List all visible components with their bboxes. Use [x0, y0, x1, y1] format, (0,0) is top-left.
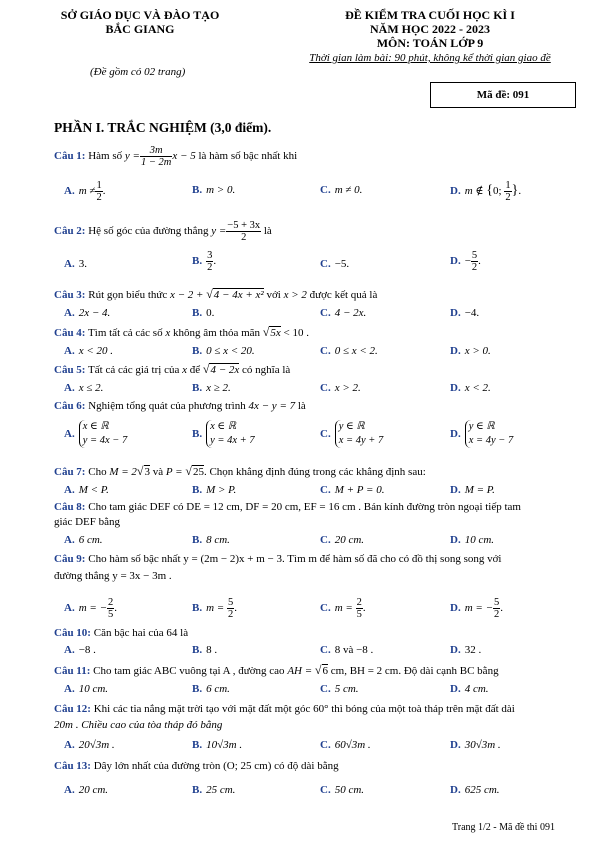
q4-option-d[interactable]: D. x > 0. — [450, 345, 491, 357]
question-8-cont: giác DEF bằng — [54, 516, 120, 528]
q10-option-a[interactable]: A. −8 . — [64, 644, 96, 656]
q2-option-b[interactable]: B. $\frac{3}{2}$ . — [192, 250, 217, 274]
q2-option-c[interactable]: C. −5. — [320, 258, 350, 270]
q3-option-d[interactable]: D. −4. — [450, 307, 480, 319]
question-9: Câu 9: Cho hàm số bậc nhất y = (2m − 2)x + m − 3. Tìm m để hàm số đã cho có đồ thị song song với — [54, 553, 502, 565]
pages-note: (Đề gồm có 02 trang) — [90, 66, 186, 78]
q10-option-b[interactable]: B. 8 . — [192, 644, 218, 656]
question-2: Câu 2: Hệ số góc của đường thẳng y = $\frac{-5 + 3x}{2}$ là — [54, 220, 272, 244]
q2-option-a[interactable]: A. 3. — [64, 258, 87, 270]
q4-option-a[interactable]: A. x < 20 . — [64, 345, 114, 357]
q13-option-c[interactable]: C. 50 cm. — [320, 784, 365, 796]
q7-option-d[interactable]: D. M = P. — [450, 484, 495, 496]
school-year: NĂM HỌC 2022 - 2023 — [370, 22, 490, 36]
q3-option-b[interactable]: B. 0. — [192, 307, 215, 319]
q10-option-c[interactable]: C. 8 và −8 . — [320, 644, 374, 656]
q2-option-d[interactable]: D. − $\frac{5}{2}$ . — [450, 250, 481, 274]
q1-option-d[interactable]: D. m ∉ {0; $\frac{1}{2}$ }. — [450, 180, 522, 204]
question-5: Câu 5: Tất cả các giá trị của x để √4 − 2x có nghĩa là — [54, 362, 291, 376]
q3-option-a[interactable]: A. 2x − 4. — [64, 307, 111, 319]
q7-option-a[interactable]: A. M < P. — [64, 484, 109, 496]
subject: MÔN: TOÁN LỚP 9 — [376, 36, 484, 50]
q6-option-d[interactable]: D. y ∈ ℝ x = 4y − 7 — [450, 420, 513, 448]
q4-option-c[interactable]: C. 0 ≤ x < 2. — [320, 345, 378, 357]
q8-option-d[interactable]: D. 10 cm. — [450, 534, 495, 546]
q6-option-c[interactable]: C. y ∈ ℝ x = 4y + 7 — [320, 420, 383, 448]
question-12: Câu 12: Khi các tia nắng mặt trời tạo với mặt đất một góc 60° thì bóng của một toà tháp trên mặt đất dài — [54, 703, 515, 715]
q12-option-d[interactable]: D. 30√3m . — [450, 739, 501, 751]
question-7: Câu 7: Cho M = 2√3 và P = √25. Chọn khẳng định đúng trong các khẳng định sau: — [54, 464, 426, 478]
q11-option-b[interactable]: B. 6 cm. — [192, 683, 230, 695]
q13-option-a[interactable]: A. 20 cm. — [64, 784, 109, 796]
q12-option-b[interactable]: B. 10√3m . — [192, 739, 243, 751]
q7-option-c[interactable]: C. M + P = 0. — [320, 484, 385, 496]
q12-option-a[interactable]: A. 20√3m . — [64, 739, 115, 751]
q9-option-d[interactable]: D. m = − $\frac{5}{2}$ . — [450, 597, 503, 621]
question-4: Câu 4: Tìm tất cả các số x không âm thỏa mãn √5x < 10 . — [54, 325, 309, 339]
page-footer: Trang 1/2 - Mã đề thi 091 — [452, 822, 555, 833]
question-text-2: là hàm số bậc nhất khi — [198, 150, 298, 163]
q8-option-b[interactable]: B. 8 cm. — [192, 534, 230, 546]
q4-option-b[interactable]: B. 0 ≤ x < 20. — [192, 345, 255, 357]
department-name: SỞ GIÁO DỤC VÀ ĐÀO TẠO — [60, 8, 220, 22]
question-1: Câu 1: Hàm số y = $\frac{3m}{1 - 2m}$ x − 5 là hàm số bậc nhất khi — [54, 145, 298, 169]
q10-option-d[interactable]: D. 32 . — [450, 644, 482, 656]
q5-option-d[interactable]: D. x < 2. — [450, 382, 491, 394]
q3-option-c[interactable]: C. 4 − 2x. — [320, 307, 367, 319]
question-6: Câu 6: Nghiệm tổng quát của phương trình 4x − y = 7 là — [54, 400, 306, 412]
q13-option-b[interactable]: B. 25 cm. — [192, 784, 236, 796]
question-12-cont: 20m . Chiều cao của tòa tháp đó bằng — [54, 719, 223, 731]
q5-option-c[interactable]: C. x > 2. — [320, 382, 361, 394]
question-8: Câu 8: Cho tam giác DEF có DE = 12 cm, DF = 20 cm, EF = 16 cm . Bán kính đường tròn ngoại tiếp tam — [54, 501, 521, 513]
q8-option-c[interactable]: C. 20 cm. — [320, 534, 365, 546]
q6-option-a[interactable]: A. x ∈ ℝ y = 4x − 7 — [64, 420, 127, 448]
question-10: Câu 10: Căn bậc hai của 64 là — [54, 627, 189, 639]
q1-option-c[interactable]: C. m ≠ 0. — [320, 184, 363, 196]
q1-option-a[interactable]: A. m ≠ $\frac{1}{2}$ . — [64, 180, 106, 204]
province-name: BẮC GIANG — [105, 22, 175, 36]
time-note: Thời gian làm bài: 90 phút, không kể thời gian giao đề — [309, 52, 551, 64]
exam-code-box: Mã đề: 091 — [430, 82, 576, 108]
q1-option-b[interactable]: B. m > 0. — [192, 184, 236, 196]
q9-option-b[interactable]: B. m = $\frac{5}{2}$ . — [192, 597, 237, 621]
q9-option-c[interactable]: C. m = $\frac{2}{5}$ . — [320, 597, 366, 621]
question-text: Hàm số — [88, 150, 123, 163]
q11-option-d[interactable]: D. 4 cm. — [450, 683, 489, 695]
question-label: Câu 1: — [54, 150, 86, 163]
question-11: Câu 11: Cho tam giác ABC vuông tại A , đường cao AH = √6 cm, BH = 2 cm. Độ dài cạnh BC bằng — [54, 663, 499, 677]
question-9-cont: đường thẳng y = 3x − 3m . — [54, 570, 172, 582]
q11-option-a[interactable]: A. 10 cm. — [64, 683, 109, 695]
q5-option-a[interactable]: A. x ≤ 2. — [64, 382, 104, 394]
question-13: Câu 13: Dây lớn nhất của đường tròn (O; 25 cm) có độ dài bằng — [54, 760, 339, 772]
q9-option-a[interactable]: A. m = − $\frac{2}{5}$ . — [64, 597, 117, 621]
q12-option-c[interactable]: C. 60√3m . — [320, 739, 371, 751]
exam-title: ĐỀ KIỂM TRA CUỐI HỌC KÌ I — [345, 8, 515, 22]
q7-option-b[interactable]: B. M > P. — [192, 484, 237, 496]
q6-option-b[interactable]: B. x ∈ ℝ y = 4x + 7 — [192, 420, 255, 448]
q5-option-b[interactable]: B. x ≥ 2. — [192, 382, 231, 394]
question-3: Câu 3: Rút gọn biểu thức x − 2 + √4 − 4x + x² với x > 2 được kết quả là — [54, 287, 378, 301]
section-title: PHẦN I. TRẮC NGHIỆM (3,0 điểm). — [54, 120, 272, 135]
q8-option-a[interactable]: A. 6 cm. — [64, 534, 103, 546]
q13-option-d[interactable]: D. 625 cm. — [450, 784, 500, 796]
q11-option-c[interactable]: C. 5 cm. — [320, 683, 359, 695]
